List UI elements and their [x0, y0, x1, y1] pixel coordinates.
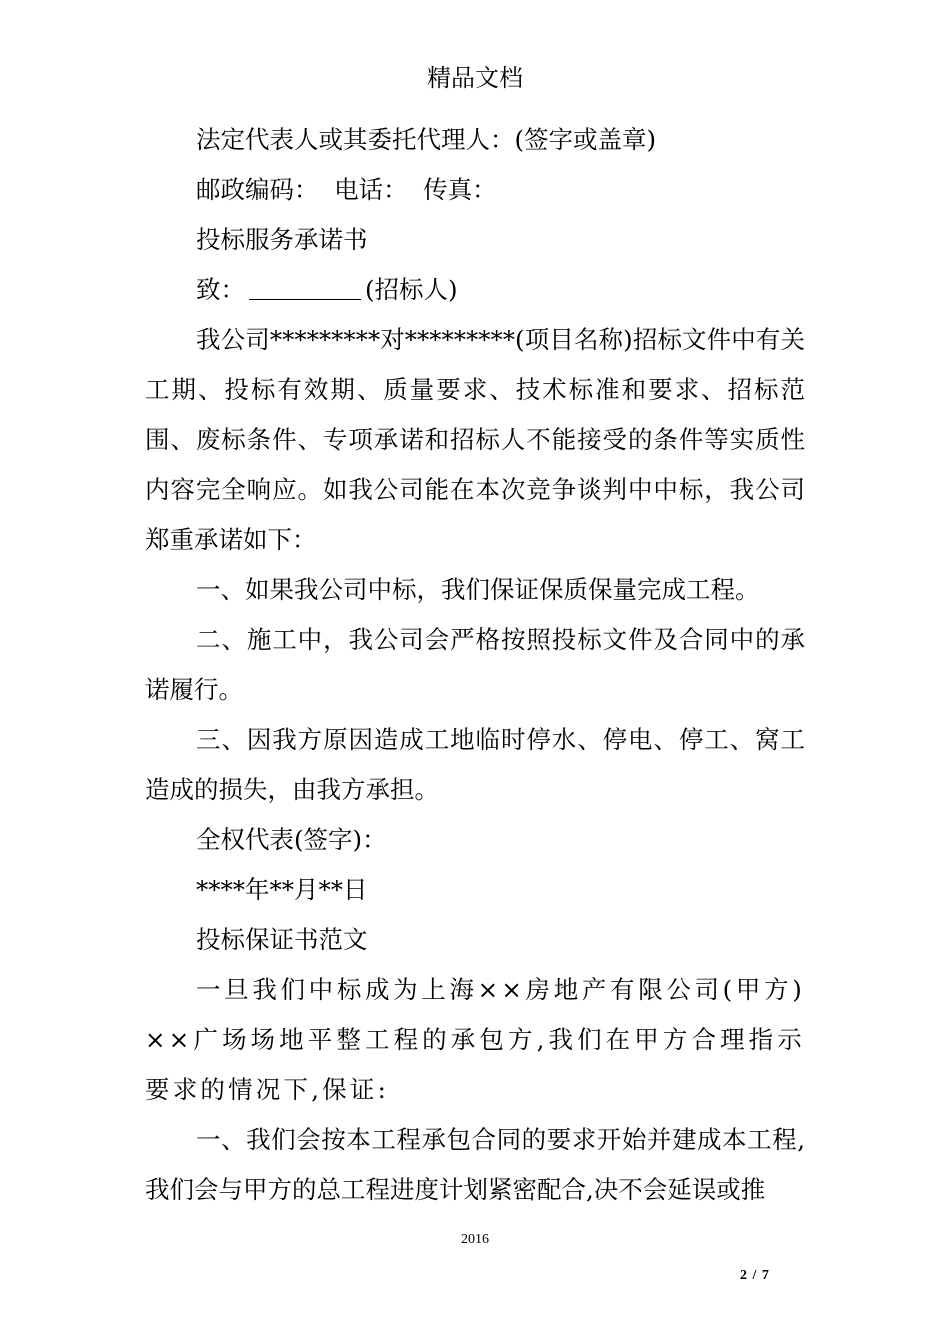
paragraph-guarantee-intro: 一旦我们中标成为上海××房地产有限公司(甲方)××广场场地平整工程的承包方,我们在甲方合理指示要求的情况下,保证: [145, 975, 805, 1104]
footer-year: 2016 [461, 1232, 489, 1247]
document-body [145, 115, 805, 1215]
paragraph-response: 我公司*********对*********(项目名称)招标文件中有关工期、投标有效期、质量要求、技术标准和要求、招标范围、废标条件、专项承诺和招标人不能接受的条件等实质性内容完全响应。如我公司能在本次竞争谈判中中标，我公司郑重承诺如下： [145, 325, 805, 554]
addressee-blank-line [249, 277, 361, 300]
heading-guarantee-sample: 投标保证书范文 [196, 925, 368, 954]
addressee-label: 致： [196, 275, 245, 304]
paragraph-commitment-1: 一、如果我公司中标，我们保证保质保量完成工程。 [196, 575, 760, 604]
paragraph-guarantee-1: 一、我们会按本工程承包合同的要求开始并建成本工程,我们会与甲方的总工程进度计划紧密配合,决不会延误或推 [145, 1125, 805, 1204]
paragraph-contact: 邮政编码： 电话： 传真： [196, 175, 497, 204]
paragraph-signature: 全权代表(签字)： [196, 825, 387, 854]
paragraph-date: ****年**月**日 [196, 875, 368, 904]
paragraph-representative: 法定代表人或其委托代理人：(签字或盖章) [196, 125, 657, 154]
paragraph-commitment-3: 三、因我方原因造成工地临时停水、停电、停工、窝工造成的损失，由我方承担。 [145, 725, 805, 804]
addressee-role: (招标人) [365, 275, 458, 304]
page-header-title: 精品文档 [427, 64, 523, 92]
paragraph-addressee [145, 265, 805, 315]
paragraph-commitment-2: 二、施工中，我公司会严格按照投标文件及合同中的承诺履行。 [145, 625, 805, 704]
page-number: 2 / 7 [740, 1268, 770, 1283]
heading-service-commitment: 投标服务承诺书 [196, 225, 368, 254]
